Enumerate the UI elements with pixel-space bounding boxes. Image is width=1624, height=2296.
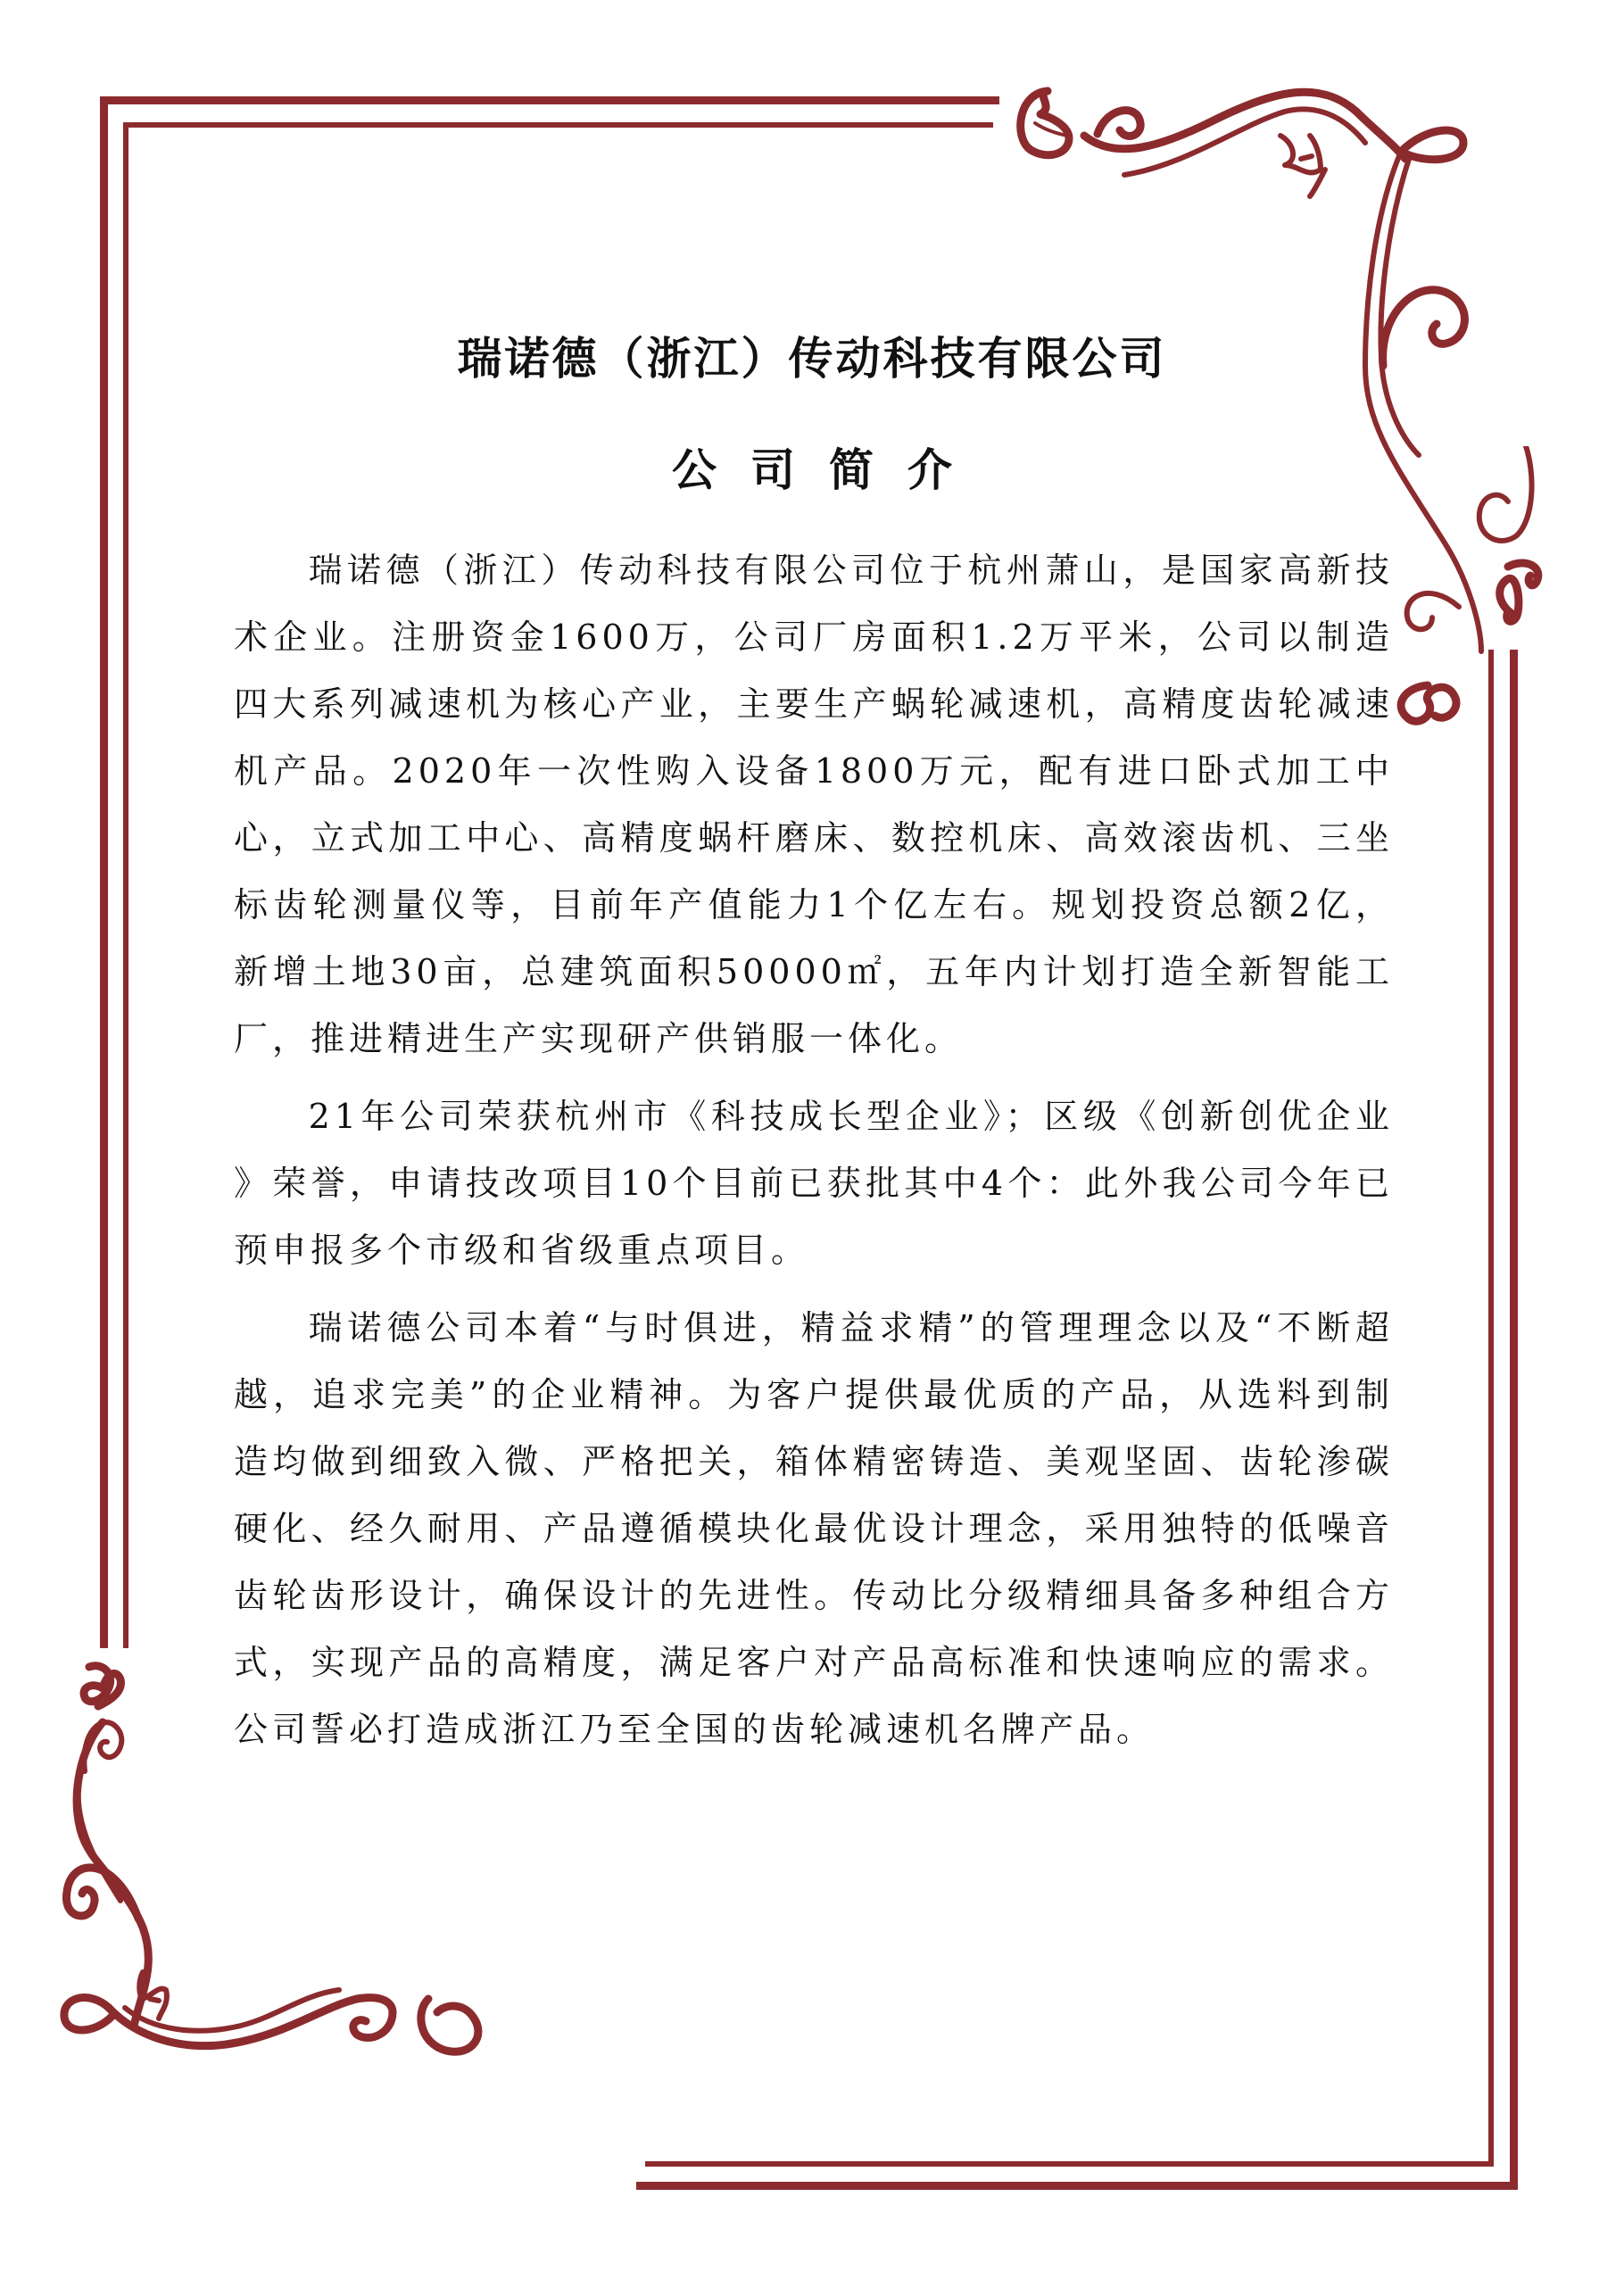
frame-bottom-inner-line <box>645 2161 1494 2167</box>
frame-right-inner-line <box>1488 650 1494 2167</box>
paragraph-philosophy: 瑞诺德公司本着“与时俱进，精益求精”的管理理念以及“不断超越，追求完美”的企业精神。为客户提供最优质的产品，从选料到制造均做到细致入微、严格把关，箱体精密铸造、美观坚固、齿轮渗碳硬化、经久耐用、产品遵循模块化最优设计理念，采用独特的低噪音齿轮齿形设计，确保设计的先进性。传动比分级精细具备多种组合方式，实现产品的高精度，满足客户对产品高标准和快速响应的需求。公司誓必打造成浙江乃至全国的齿轮减速机名牌产品。 <box>234 1308 1394 1749</box>
frame-top-outer-line <box>100 96 999 104</box>
frame-bottom-outer-line <box>636 2182 1518 2190</box>
paragraph-overview: 瑞诺德（浙江）传动科技有限公司位于杭州萧山，是国家高新技术企业。注册资金1600万，公司厂房面积1.2万平米，公司以制造四大系列减速机为核心产业，主要生产蜗轮减速机，高精度齿轮减速机产品。2020年一次性购入设备1800万元，配有进口卧式加工中心，立式加工中心、高精度蜗杆磨床、数控机床、高效滚齿机、三坐标齿轮测量仪等，目前年产值能力1个亿左右。规划投资总额2亿，新增土地30亩，总建筑面积50000㎡，五年内计划打造全新智能工厂，推进精进生产实现研产供销服一体化。 <box>234 551 1394 1058</box>
section-title: 公司简介 <box>672 444 986 496</box>
frame-right-outer-line <box>1510 650 1518 2189</box>
company-title: 瑞诺德（浙江）传动科技有限公司 <box>457 333 1167 385</box>
body-text <box>234 537 1394 1774</box>
frame-top-inner-line <box>123 122 993 128</box>
paragraph-honors: 21年公司荣获杭州市《科技成长型企业》；区级《创新创优企业 》荣誉，申请技改项目10个目前已获批其中4个：此外我公司今年已预申报多个市级和省级重点项目。 <box>234 1097 1394 1270</box>
